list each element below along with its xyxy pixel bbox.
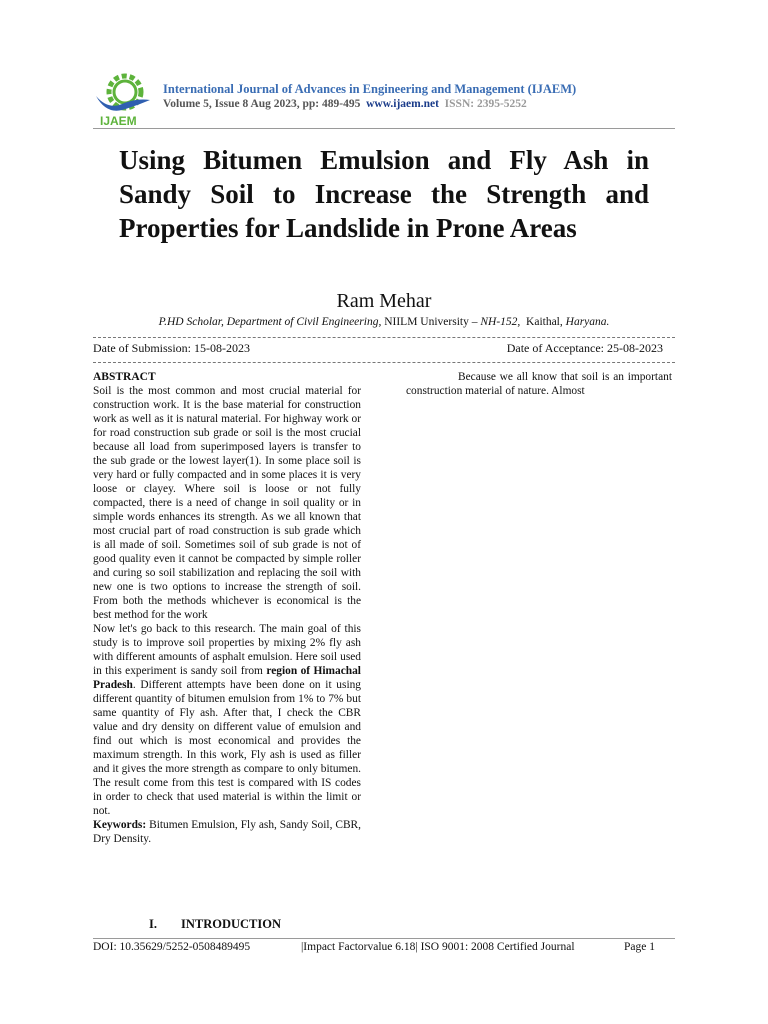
affil-highway: NH-152, bbox=[480, 316, 521, 328]
section-title: INTRODUCTION bbox=[181, 917, 282, 931]
abstract-p2-bold: region of Himachal Pradesh bbox=[93, 665, 361, 691]
abstract-paragraph-1: Soil is the most common and most crucial material for construction work. It is the base material for construction work as well as it is natural material. For highway work or for road construction sub grade or soil is the most crucial because all load from superimposed layers is transfer to the sub grade or the lowest layer(1). In some place soil is very hard or fully compacted and in some places it is very loose or clayey. Where soil is loose or not fully compacted, there is a need of change in soil quality or in simple words enhances its strength. As we all known that most crucial part of road construction is sub grade which is all made of soil. Sometimes soil of sub grade is not of good quality even it cannot be compacted by simple roller and curing so soil stabilization and replacing the soil with new one is two options to increase the strength of soil. From both the methods whichever is economical is the best method for the work bbox=[93, 385, 361, 621]
dashed-rule-bottom bbox=[93, 362, 675, 363]
abstract-paragraph-2 bbox=[93, 622, 361, 818]
author-name: Ram Mehar bbox=[336, 290, 432, 312]
journal-name: International Journal of Advances in Engineering and Management (IJAEM) bbox=[163, 82, 577, 96]
author-affiliation: P.HD Scholar, Department of Civil Engineering, NIILM University – NH-152, Kaithal, Haryana. bbox=[158, 316, 610, 328]
logo-text: IJAEM bbox=[100, 114, 137, 128]
journal-volume-line bbox=[163, 98, 723, 110]
paper-title: Using Bitumen Emulsion and Fly Ash in Sandy Soil to Increase the Strength and Properties for Landslide in Prone Areas bbox=[119, 145, 649, 243]
footer-impact: |Impact Factorvalue 6.18| ISO 9001: 2008 Certified Journal bbox=[301, 941, 575, 953]
journal-header bbox=[163, 82, 723, 110]
keywords-line bbox=[93, 818, 361, 846]
abstract-column bbox=[93, 370, 361, 846]
dashed-rule-top bbox=[93, 337, 675, 338]
section-heading bbox=[149, 917, 281, 932]
affil-city: Kaithal, bbox=[526, 316, 563, 328]
affil-state: Haryana. bbox=[565, 316, 610, 328]
ijaem-logo bbox=[92, 70, 154, 128]
submission-date: Date of Submission: 15-08-2023 bbox=[93, 341, 250, 355]
footer-doi: DOI: 10.35629/5252-0508489495 bbox=[93, 941, 251, 953]
abstract-p2-end: . Different attempts have been done on it using different quantity of bitumen emulsion from 1% to 7% but same quantity of Fly ash. After that, I check the CBR value and dry density on different value of emulsion and find out which is most economical and provides the maximum strength. In this work, Fly ash is used as filler and it gives the more strength as compare to only bitumen. The result come from this test is compared with IS codes in order to check that used material is within the limit or not. bbox=[93, 679, 361, 817]
section-number: I. bbox=[149, 917, 157, 931]
footer-page: Page 1 bbox=[624, 941, 655, 953]
affil-role: P.HD Scholar bbox=[158, 316, 221, 328]
header-rule bbox=[93, 128, 675, 129]
footer-rule bbox=[93, 938, 675, 939]
abstract-heading: ABSTRACT bbox=[93, 371, 156, 383]
acceptance-date: Date of Acceptance: 25-08-2023 bbox=[506, 341, 663, 355]
affil-department: Department of Civil Engineering, bbox=[226, 316, 382, 328]
right-column-text: Because we all know that soil is an important construction material of nature. Almost bbox=[406, 371, 672, 397]
dates-row bbox=[93, 341, 663, 356]
affil-university: NIILM University – bbox=[384, 316, 478, 328]
issn: ISSN: 2395-5252 bbox=[444, 98, 527, 110]
keywords-label: Keywords: bbox=[93, 819, 147, 831]
keywords-text: Bitumen Emulsion, Fly ash, Sandy Soil, CBR, Dry Density. bbox=[93, 819, 361, 845]
abstract-p2-start: Now let's go back to this research. The main goal of this study is to improve soil properties by mixing 2% fly ash with different amounts of asphalt emulsion. Here soil used in this experiment is sandy soil from bbox=[93, 623, 361, 677]
volume-info: Volume 5, Issue 8 Aug 2023, pp: 489-495 bbox=[163, 98, 361, 110]
website-link[interactable]: www.ijaem.net bbox=[366, 98, 439, 110]
right-column bbox=[406, 370, 672, 398]
